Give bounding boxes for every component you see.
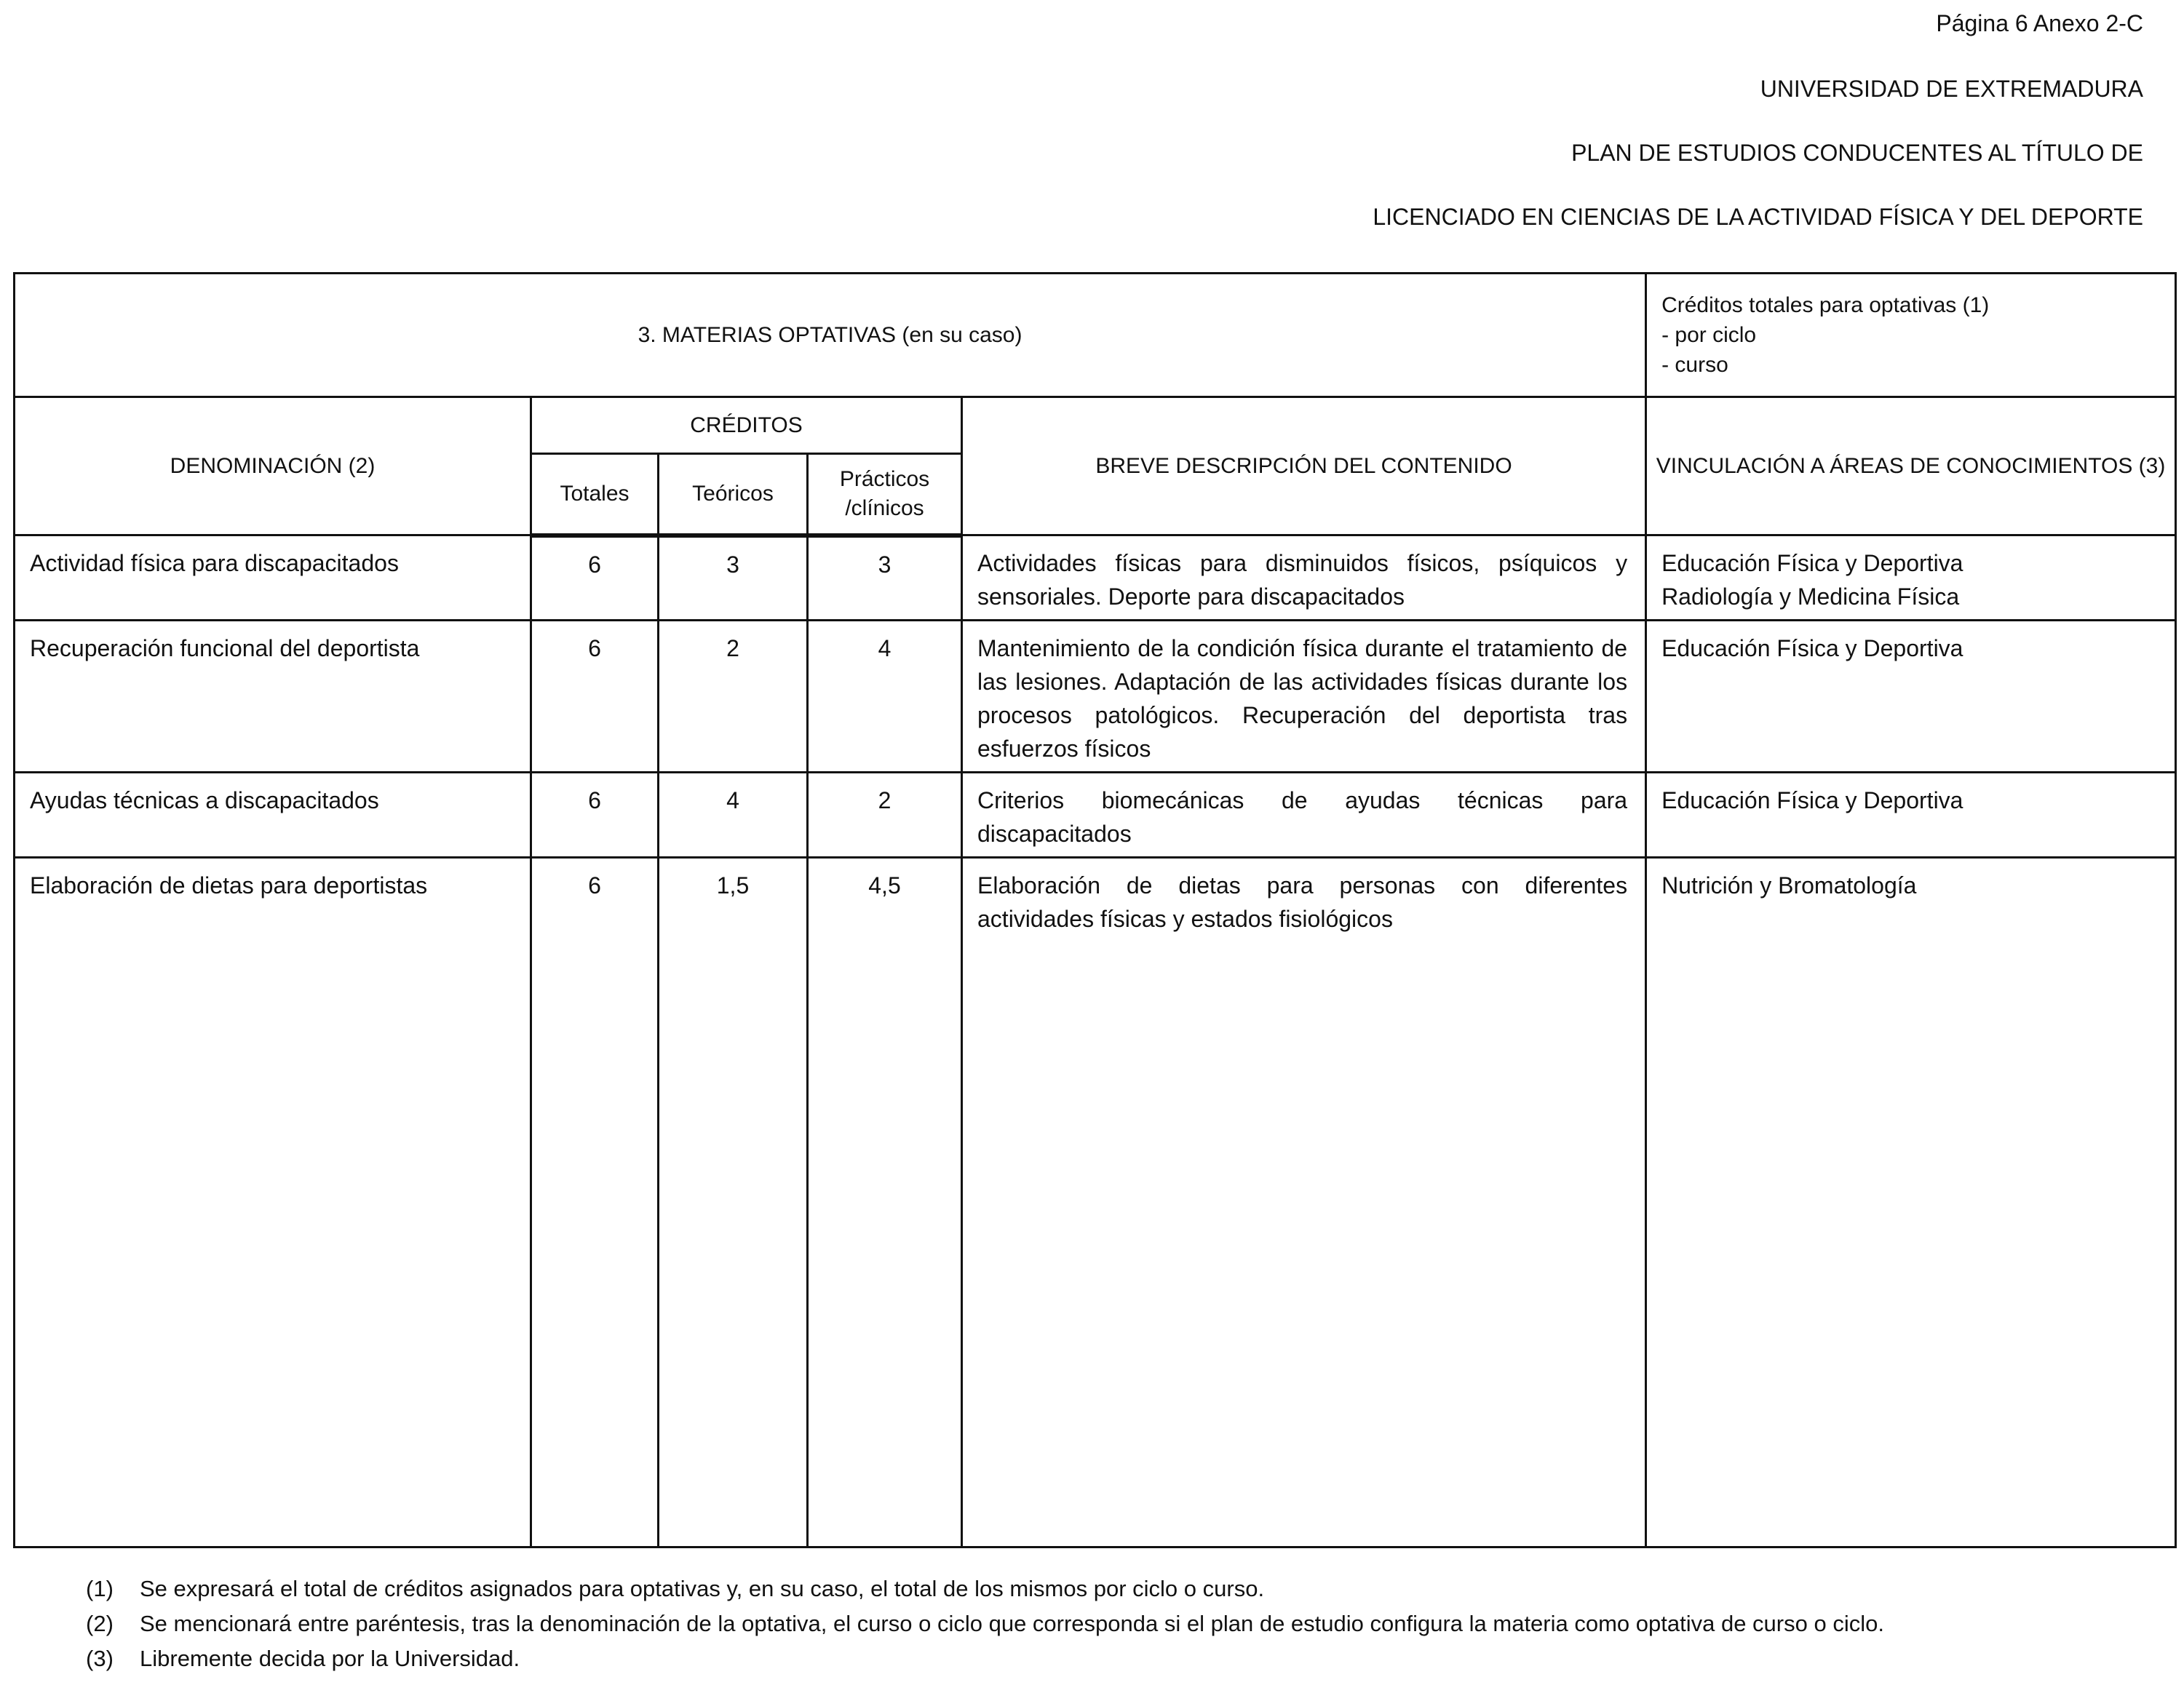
degree-title: LICENCIADO EN CIENCIAS DE LA ACTIVIDAD FÍSICA Y DEL DEPORTE (1373, 204, 2143, 230)
knowledge-area: Educación Física y Deportiva (1661, 550, 1963, 576)
credits-practice: 2 (808, 773, 962, 858)
subject-name: Ayudas técnicas a discapacitados (15, 773, 531, 858)
knowledge-area: Educación Física y Deportiva (1661, 787, 1963, 813)
credits-total: 6 (531, 773, 659, 858)
subject-name: Elaboración de dietas para deportistas (15, 858, 531, 1547)
total-credits-cell (1646, 274, 2176, 397)
footnote (86, 1606, 1884, 1641)
footnote-text: Libremente decida por la Universidad. (140, 1646, 520, 1671)
total-credits-label: Créditos totales para optativas (1) (1661, 293, 1990, 317)
col-descripcion: BREVE DESCRIPCIÓN DEL CONTENIDO (962, 397, 1646, 535)
page-number: Página 6 Anexo 2-C (1936, 10, 2143, 36)
col-denominacion: DENOMINACIÓN (2) (15, 397, 531, 535)
credits-total: 6 (531, 535, 659, 621)
credits-theory: 4 (659, 773, 808, 858)
section-title: 3. MATERIAS OPTATIVAS (en su caso) (15, 274, 1646, 397)
table-row (15, 773, 2176, 858)
credits-total: 6 (531, 621, 659, 773)
subject-description: Elaboración de dietas para personas con diferentes actividades físicas y estados fisiológicos (962, 858, 1646, 1547)
subject-name: Recuperación funcional del deportista (15, 621, 531, 773)
credits-total: 6 (531, 858, 659, 1547)
optativas-table (13, 272, 2177, 1548)
table-row (15, 858, 2176, 1547)
footnote (86, 1571, 1884, 1606)
col-practicos-line1: Prácticos (839, 466, 930, 491)
plan-title: PLAN DE ESTUDIOS CONDUCENTES AL TÍTULO DE (1571, 140, 2143, 166)
per-course-label: - curso (1661, 353, 1728, 377)
knowledge-areas (1646, 773, 2176, 858)
col-practicos-line2: /clínicos (845, 495, 924, 520)
footnote-mark: (2) (86, 1611, 114, 1636)
footnote-text: Se mencionará entre paréntesis, tras la denominación de la optativa, el curso o ciclo que corresponda si el plan de estudio configura la materia como optativa de curso o ciclo. (140, 1611, 1884, 1636)
col-totales: Totales (531, 454, 659, 535)
knowledge-areas (1646, 535, 2176, 621)
footnote-mark: (3) (86, 1646, 114, 1671)
knowledge-areas (1646, 621, 2176, 773)
table-row (15, 535, 2176, 621)
col-practicos (808, 454, 962, 535)
footnote-mark: (1) (86, 1576, 114, 1601)
credits-practice: 4 (808, 621, 962, 773)
subject-name: Actividad física para discapacitados (15, 535, 531, 621)
footnotes (86, 1571, 1884, 1676)
footnote-text: Se expresará el total de créditos asignados para optativas y, en su caso, el total de los mismos por ciclo o curso. (140, 1576, 1265, 1601)
table-row (15, 621, 2176, 773)
knowledge-area: Radiología y Medicina Física (1661, 583, 1960, 610)
per-cycle-label: - por ciclo (1661, 323, 1757, 347)
subject-description: Criterios biomecánicas de ayudas técnicas para discapacitados (962, 773, 1646, 858)
credits-practice: 4,5 (808, 858, 962, 1547)
col-teoricos: Teóricos (659, 454, 808, 535)
subject-description: Actividades físicas para disminuidos físicos, psíquicos y sensoriales. Deporte para discapacitados (962, 535, 1646, 621)
credits-theory: 2 (659, 621, 808, 773)
col-creditos: CRÉDITOS (531, 397, 962, 454)
col-vinculacion: VINCULACIÓN A ÁREAS DE CONOCIMIENTOS (3) (1646, 397, 2176, 535)
knowledge-area: Nutrición y Bromatología (1661, 872, 1917, 899)
footnote (86, 1641, 1884, 1676)
credits-theory: 3 (659, 535, 808, 621)
knowledge-areas (1646, 858, 2176, 1547)
knowledge-area: Educación Física y Deportiva (1661, 635, 1963, 661)
university-name: UNIVERSIDAD DE EXTREMADURA (1760, 76, 2143, 102)
subject-description: Mantenimiento de la condición física durante el tratamiento de las lesiones. Adaptación de las actividades físicas durante los procesos patológicos. Recuperación del deportista tras esfuerzos físicos (962, 621, 1646, 773)
credits-theory: 1,5 (659, 858, 808, 1547)
credits-practice: 3 (808, 535, 962, 621)
